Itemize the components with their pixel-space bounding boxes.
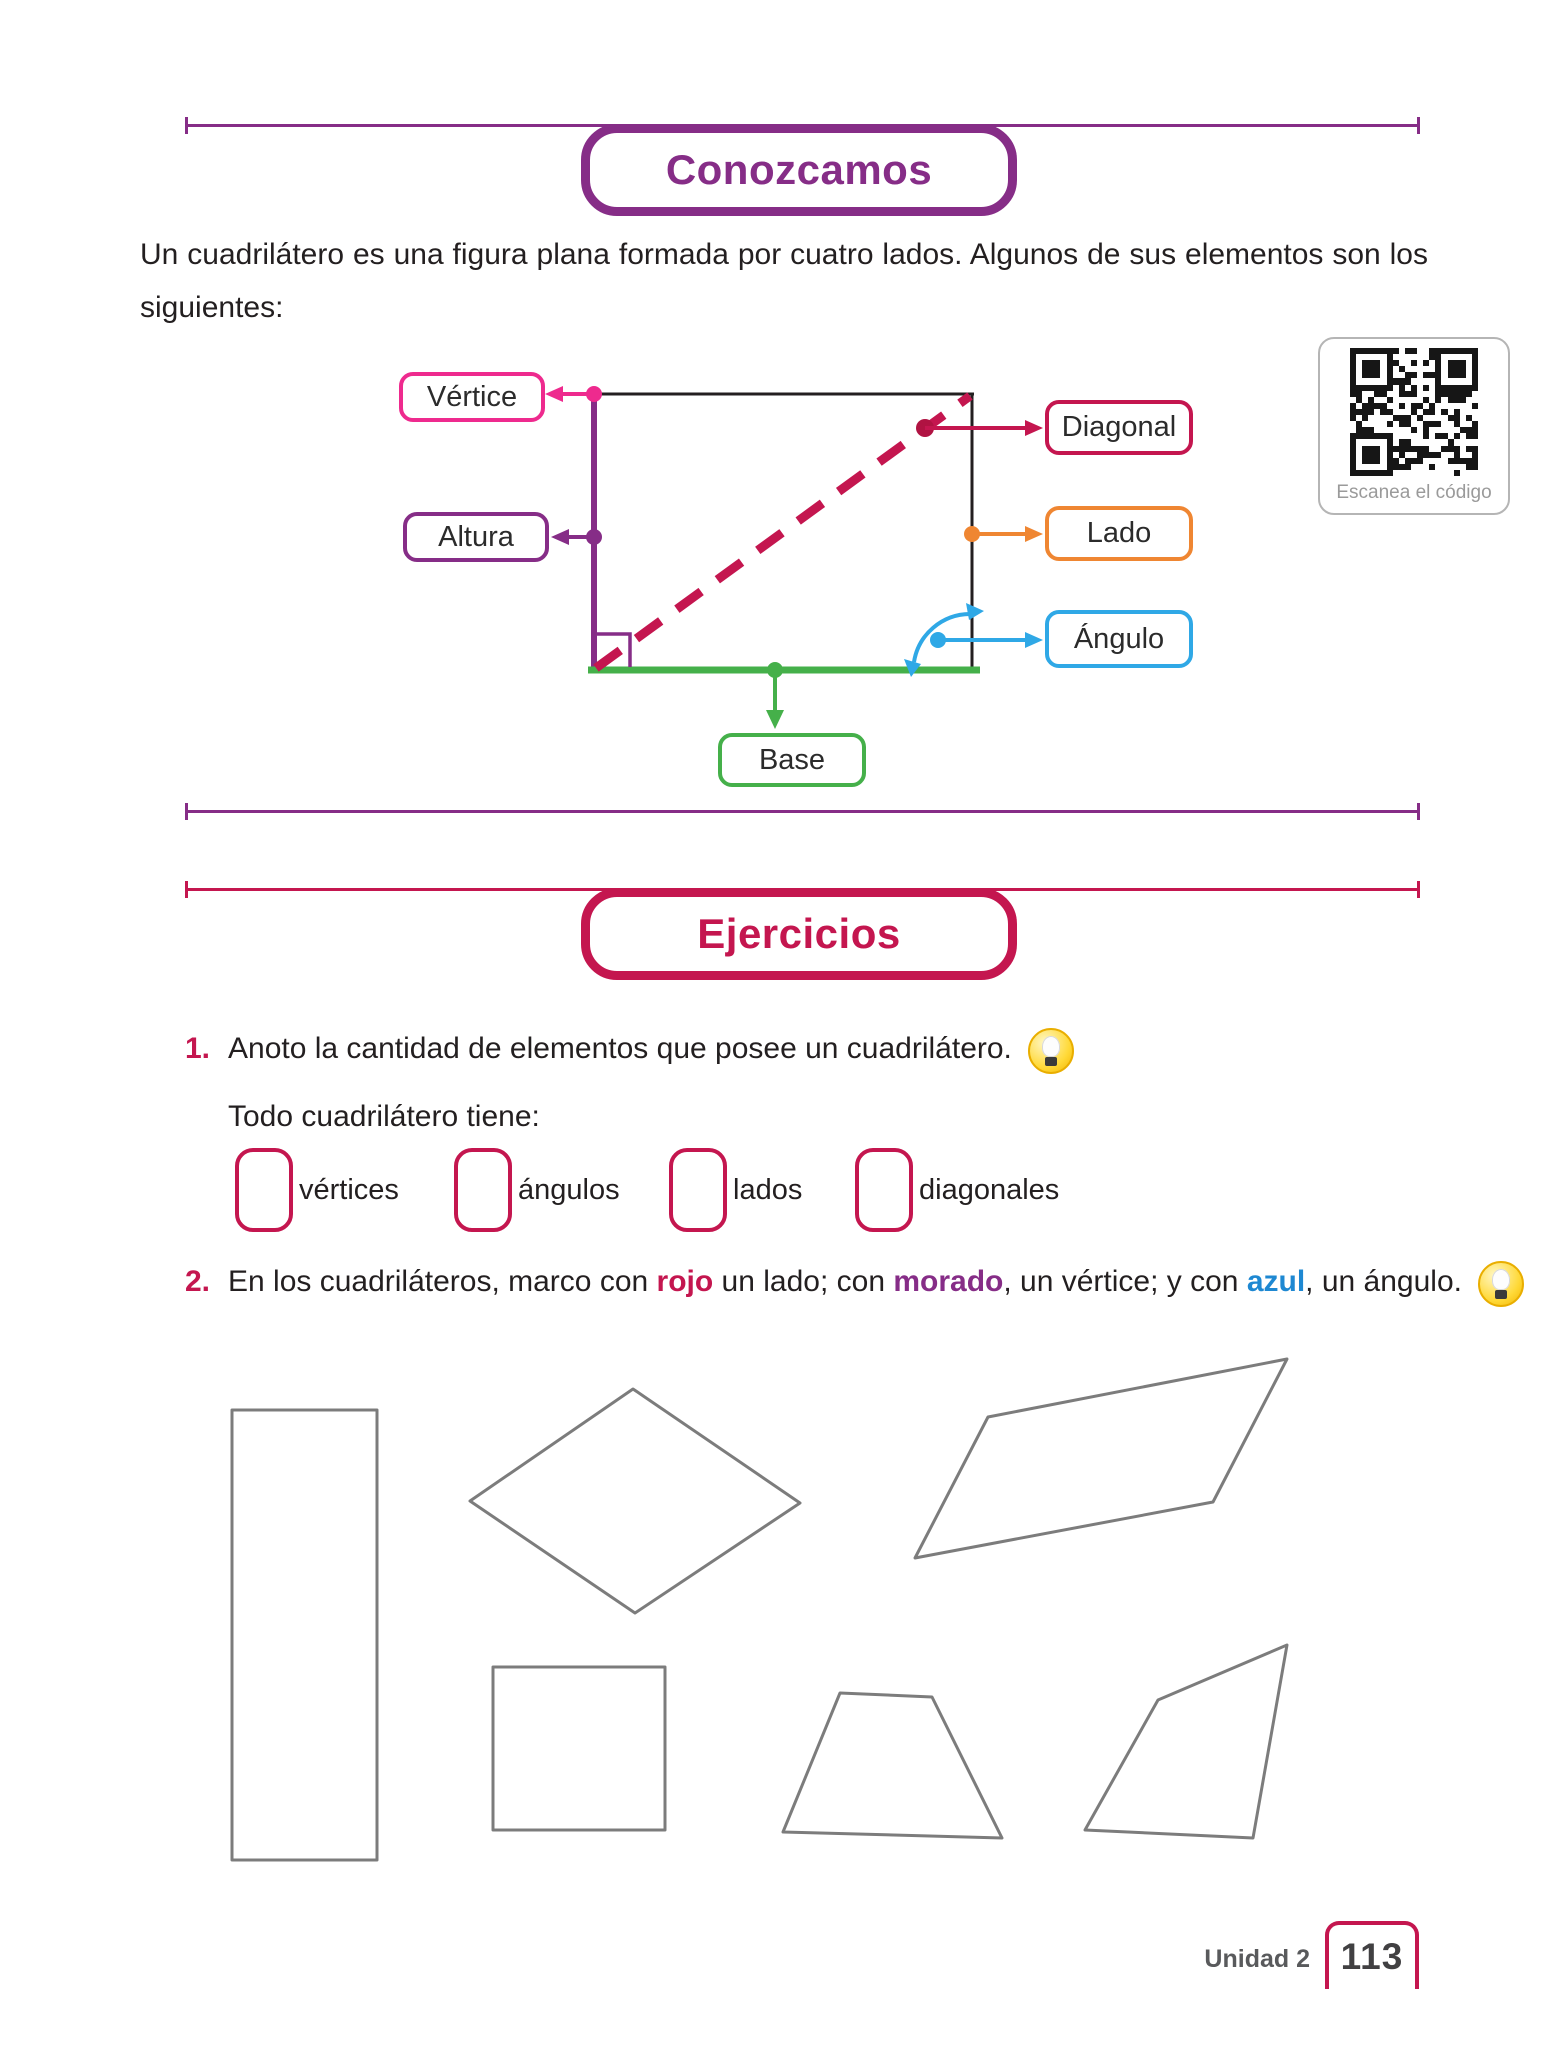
qr-panel: [1318, 337, 1510, 515]
label-lado: Lado: [1045, 506, 1193, 561]
base-dot: [767, 662, 783, 678]
intro-line-1: Un cuadrilátero es una figura plana formada por cuatro lados. Algunos de sus elementos son los: [140, 238, 1428, 271]
answer-angulos: ángulos: [454, 1148, 620, 1232]
shape-tall-rectangle[interactable]: [232, 1410, 377, 1860]
answer-box-lados[interactable]: [669, 1148, 727, 1232]
quadrilateral-elements-diagram: [545, 386, 1043, 729]
exercise-1-number: 1.: [185, 1032, 211, 1065]
shape-trapezoid[interactable]: [783, 1693, 1002, 1838]
answer-diagonales: diagonales: [855, 1148, 1059, 1232]
lado-arrowhead: [1025, 526, 1043, 542]
word-rojo: rojo: [656, 1265, 714, 1298]
page-number: 113: [1340, 1936, 1404, 1977]
qr-caption: Escanea el código: [1336, 482, 1492, 503]
diagonal-arrowhead: [1025, 420, 1043, 436]
exercise2-shapes: [232, 1359, 1287, 1860]
exercise-1: [185, 1032, 1074, 1074]
footer-unit-label: Unidad 2: [1204, 1945, 1310, 1973]
lightbulb-icon: [1028, 1028, 1074, 1074]
answer-box-angulos[interactable]: [454, 1148, 512, 1232]
label-vertice: Vértice: [399, 372, 545, 422]
exercise-2-number: 2.: [185, 1265, 211, 1298]
section-divider-middle: [185, 810, 1420, 813]
answer-vertices: vértices: [235, 1148, 399, 1232]
word-morado: morado: [893, 1265, 1004, 1298]
vertice-arrowhead: [545, 386, 563, 402]
shape-irregular-quadrilateral[interactable]: [1085, 1645, 1287, 1838]
exercise-1-subtext: Todo cuadrilátero tiene:: [228, 1100, 540, 1133]
angle-arc-arrowhead-top: [966, 603, 984, 620]
label-altura: Altura: [403, 512, 549, 562]
shape-rhombus[interactable]: [470, 1389, 800, 1613]
label-angulo: Ángulo: [1045, 610, 1193, 668]
lightbulb-icon: [1478, 1261, 1524, 1307]
conozcamos-title: Conozcamos: [665, 146, 933, 193]
exercise-1-text: Anoto la cantidad de elementos que posee un cuadrilátero.: [228, 1032, 1012, 1065]
ejercicios-title: Ejercicios: [697, 910, 901, 957]
diagonal-dashed-line: [596, 396, 970, 668]
intro-line-2: siguientes:: [140, 291, 284, 324]
label-diagonal: Diagonal: [1045, 400, 1193, 455]
altura-arrowhead: [551, 529, 569, 545]
exercise-2: [185, 1265, 1524, 1307]
answer-box-diagonales[interactable]: [855, 1148, 913, 1232]
angulo-arrowhead: [1025, 632, 1043, 648]
shape-square[interactable]: [493, 1667, 665, 1830]
shape-parallelogram[interactable]: [915, 1359, 1287, 1558]
answer-box-vertices[interactable]: [235, 1148, 293, 1232]
label-base: Base: [718, 733, 866, 787]
word-azul: azul: [1246, 1265, 1306, 1298]
page-number-tab: [1325, 1921, 1419, 1989]
base-arrowhead: [766, 710, 784, 729]
answer-lados: lados: [669, 1148, 802, 1232]
exercise-2-text: En los cuadriláteros, marco con rojo un lado; con morado, un vértice; y con azul, un ángulo.: [228, 1265, 1462, 1298]
qr-code: [1350, 348, 1478, 476]
ejercicios-header: [581, 888, 1017, 980]
